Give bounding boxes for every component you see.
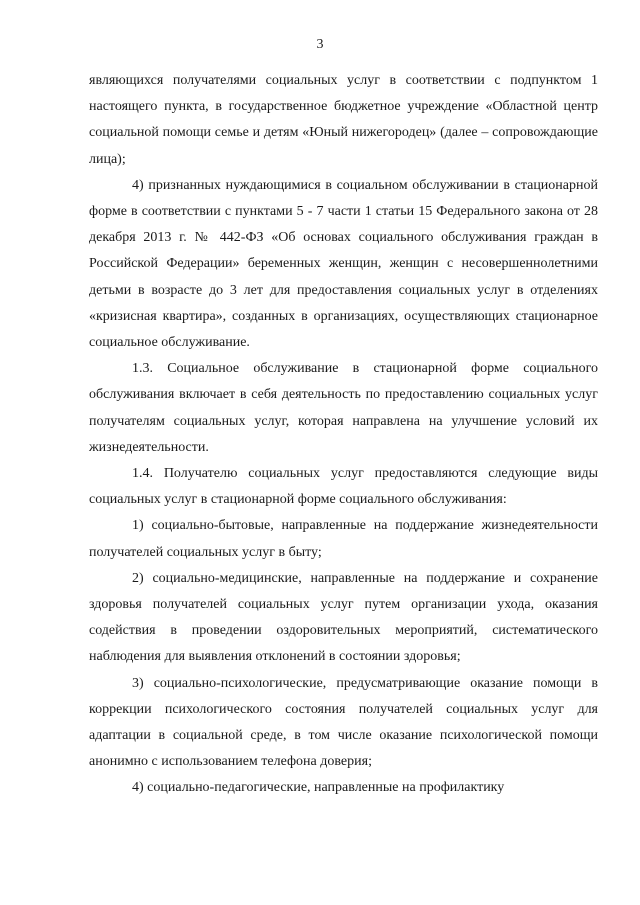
list-item: 4) социально-педагогические, направленные на профилактику xyxy=(132,780,505,796)
page-number: 3 xyxy=(316,37,324,52)
paragraph: являющихся получателями социальных услуг в соответствии с подпунктом 1 настоящего пункта, в государственное бюджетное учреждение «Областной центр социальной помощи семье и детям «Юный нижегородец» (далее – сопровождающие лица); xyxy=(89,73,598,167)
list-item: 3) социально-психологические, предусматривающие оказание помощи в коррекции психологического состояния получателей социальных услуг для адаптации в социальной среде, в том числе оказание психологической помощи анонимно с использованием телефона доверия; xyxy=(89,675,598,770)
list-item: 1) социально-бытовые, направленные на поддержание жизнедеятельности получателей социальных услуг в быту; xyxy=(89,518,598,560)
document-body xyxy=(89,68,598,802)
paragraph: 4) признанных нуждающимися в социальном обслуживании в стационарной форме в соответствии с пунктами 5 - 7 части 1 статьи 15 Федерального закона от 28 декабря 2013 г. № 442-ФЗ «Об основах социального обслуживания граждан в Российской Федерации» беременных женщин, женщин с несовершеннолетними детьми в возрасте до 3 лет для предоставления социальных услуг в отделениях «кризисная квартира», созданных в организациях, осуществляющих стационарное социальное обслуживание. xyxy=(89,177,598,351)
paragraph: 1.3. Социальное обслуживание в стационарной форме социального обслуживания включает в себя деятельность по предоставлению социальных услуг получателям социальных услуг, которая направлена на улучшение условий их жизнедеятельности. xyxy=(89,361,598,455)
paragraph: 1.4. Получателю социальных услуг предоставляются следующие виды социальных услуг в стационарной форме социального обслуживания: xyxy=(89,466,598,508)
list-item: 2) социально-медицинские, направленные на поддержание и сохранение здоровья получателей социальных услуг путем организации ухода, оказания содействия в проведении оздоровительных мероприятий, систематического наблюдения для выявления отклонений в состоянии здоровья; xyxy=(89,570,598,665)
